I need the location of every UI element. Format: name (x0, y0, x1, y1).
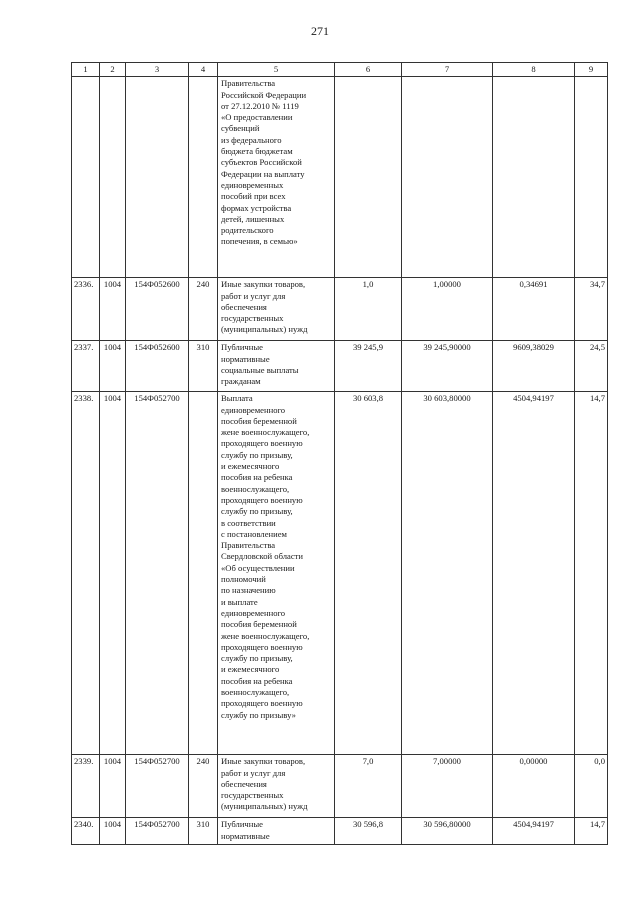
page-number: 271 (311, 24, 329, 38)
value-col-8: 4504,94197 (493, 818, 575, 845)
target-code: 154Ф052700 (126, 755, 189, 818)
value-col-7: 39 245,90000 (402, 341, 493, 392)
row-number: 2336. (72, 278, 100, 341)
value-col-7: 7,00000 (402, 755, 493, 818)
table-row (72, 818, 608, 845)
value-col-8: 9609,38029 (493, 341, 575, 392)
value-col-7 (402, 77, 493, 278)
target-code: 154Ф052600 (126, 278, 189, 341)
table-row (72, 341, 608, 392)
value-col-6: 30 603,8 (335, 392, 402, 755)
table-row (72, 755, 608, 818)
value-col-7: 30 603,80000 (402, 392, 493, 755)
target-code: 154Ф052700 (126, 818, 189, 845)
value-col-9: 14,7 (575, 818, 608, 845)
expense-type: 240 (189, 755, 218, 818)
section-code: 1004 (100, 341, 126, 392)
value-col-9: 0,0 (575, 755, 608, 818)
row-number: 2340. (72, 818, 100, 845)
description: Публичные нормативные социальные выплаты гражданам (218, 341, 335, 392)
header-col-9: 9 (575, 63, 608, 77)
value-col-7: 30 596,80000 (402, 818, 493, 845)
expense-type (189, 77, 218, 278)
table-header-row (72, 63, 608, 77)
row-number: 2337. (72, 341, 100, 392)
header-col-4: 4 (189, 63, 218, 77)
expense-type: 240 (189, 278, 218, 341)
value-col-6: 30 596,8 (335, 818, 402, 845)
row-number: 2338. (72, 392, 100, 755)
description: Иные закупки товаров, работ и услуг для обеспечения государственных (муниципальных) нужд (218, 755, 335, 818)
section-code: 1004 (100, 818, 126, 845)
section-code: 1004 (100, 392, 126, 755)
expense-type: 310 (189, 341, 218, 392)
header-col-1: 1 (72, 63, 100, 77)
table-row (72, 392, 608, 755)
header-col-7: 7 (402, 63, 493, 77)
value-col-8: 4504,94197 (493, 392, 575, 755)
value-col-9: 24,5 (575, 341, 608, 392)
value-col-7: 1,00000 (402, 278, 493, 341)
value-col-8 (493, 77, 575, 278)
value-col-6: 7,0 (335, 755, 402, 818)
header-col-2: 2 (100, 63, 126, 77)
section-code (100, 77, 126, 278)
expense-type (189, 392, 218, 755)
description: Публичные нормативные (218, 818, 335, 845)
target-code: 154Ф052700 (126, 392, 189, 755)
value-col-8: 0,00000 (493, 755, 575, 818)
section-code: 1004 (100, 278, 126, 341)
table-row (72, 278, 608, 341)
value-col-9: 14,7 (575, 392, 608, 755)
target-code (126, 77, 189, 278)
value-col-6: 1,0 (335, 278, 402, 341)
description: Выплата единовременного пособия беременной жене военнослужащего, проходящего военную службу по призыву, и ежемесячного пособия на ребенка военнослужащего, проходящего военную службу по призыву, в соответствии с постановлением Правительства Свердловской области «Об осуществлении полномочий по назначению и выплате единовременного пособия беременной жене военнослужащего, проходящего военную службу по призыву, и ежемесячного пособия на ребенка военнослужащего, проходящего военную службу по призыву» (218, 392, 335, 755)
value-col-6: 39 245,9 (335, 341, 402, 392)
target-code: 154Ф052600 (126, 341, 189, 392)
description: Правительства Российской Федерации от 27.12.2010 № 1119 «О предоставлении субвенций из федерального бюджета бюджетам субъектов Российской Федерации на выплату единовременных пособий при всех формах устройства детей, лишенных родительского попечения, в семью» (218, 77, 335, 278)
value-col-9: 34,7 (575, 278, 608, 341)
row-number (72, 77, 100, 278)
description: Иные закупки товаров, работ и услуг для обеспечения государственных (муниципальных) нужд (218, 278, 335, 341)
header-col-6: 6 (335, 63, 402, 77)
value-col-8: 0,34691 (493, 278, 575, 341)
row-number: 2339. (72, 755, 100, 818)
header-col-8: 8 (493, 63, 575, 77)
budget-table (71, 62, 608, 845)
value-col-9 (575, 77, 608, 278)
section-code: 1004 (100, 755, 126, 818)
expense-type: 310 (189, 818, 218, 845)
header-col-3: 3 (126, 63, 189, 77)
table-row (72, 77, 608, 278)
value-col-6 (335, 77, 402, 278)
header-col-5: 5 (218, 63, 335, 77)
